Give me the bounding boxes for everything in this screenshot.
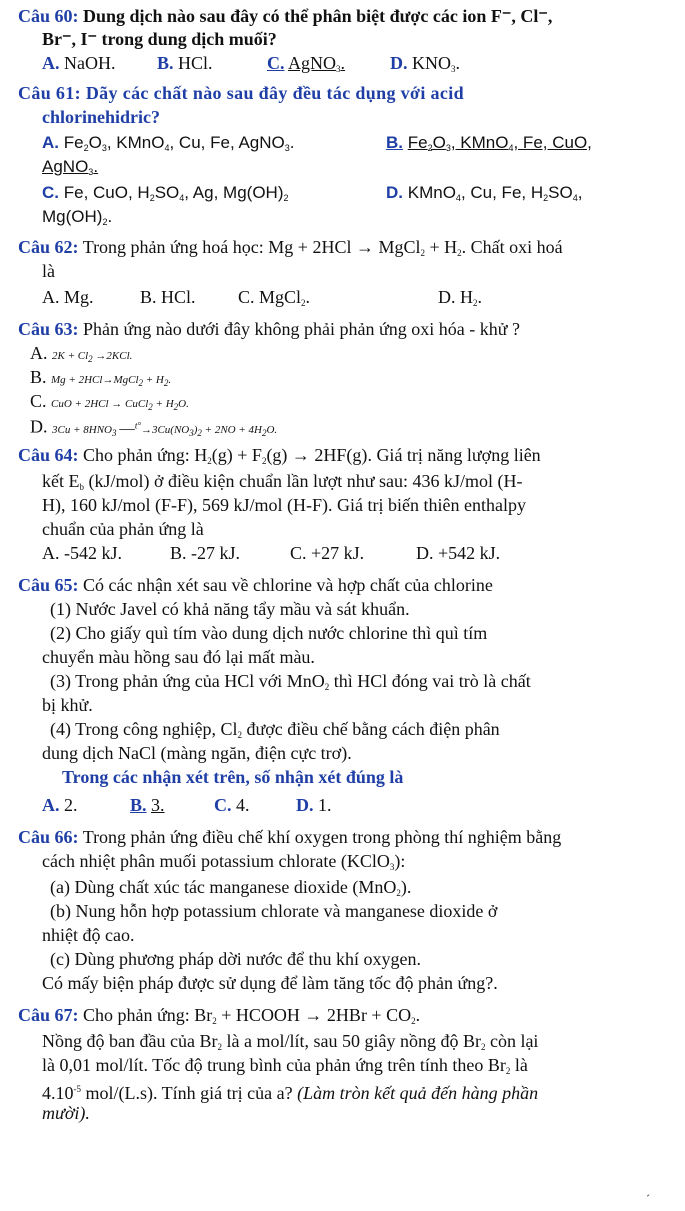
statement-2-cont: chuyển màu hồng sau đó lại mất màu. [42, 647, 315, 667]
q67-line5: mười). [42, 1103, 90, 1123]
exam-page: Câu 60: Dung dịch nào sau đây có thể phân biệt được các ion F⁻, Cl⁻, Br⁻, I⁻ trong dung dịch muối? A. NaOH. B. HCl. C. AgNO$_3$. D. $KNO_3$. Câu 61: Dãy các chất nào sau đây đều tác dụng với acid chlorinehidric? A. $Fe_2O_3$, KMnO$_4$, Cu, Fe, AgNO$_3$. B. $Fe_2O_3$, KMnO$_4$, Fe, CuO, AgNO$_3$. C. Fe, CuO, $H_2SO_4$, Ag, $Mg(OH)_2$ D. KMnO$_4$, Cu, Fe, $H_2SO_4$, $Mg(OH)_2$. Câu 62: Trong phản ứng hoá học: Mg + 2HCl → MgCl$_2$ + $H_2$. Chất oxi hoá là A. Mg. B. HCl. C. MgCl$_2$. D. $H_2$. Câu 63: Phản ứng nào dưới đây không phải phản ứng oxi hóa - khử ? A. $2K + Cl_2 \to 2KCl$. B. Mg + 2HCl→MgCl$_2$ + $H_2$. C. CuO + 2HCl → CuCl$_2$ + $H_2O$. D. $3Cu + 8HNO_3$ $──^{t^\circ}\to 3Cu(NO_3)_2 + 2NO + 4H_2O$. Câu 64: Cho phản ứng: $H_2(g) + F_2(g) \to 2HF(g)$. Giá trị năng lượng liên kết $E_b$ (kJ/mol) ở điều kiện chuẩn lần lượt như sau: 436 kJ/mol (H- H), 160 kJ/mol (F-F), 569 kJ/mol (H-F). Giá trị biến thiên enthalpy chuẩn của phản ứng là A. -542 kJ. B. -27 kJ. C. +27 kJ. D. +542 kJ. Câu 65: Có các nhận xét sau về chlorine và hợp chất của chlorine (1) Nước Javel có khả năng tẩy mầu và sát khuẩn. (2) Cho giấy quì tím vào dung dịch nước chlorine thì quì tím chuyển màu hồng sau đó lại mất màu. (3) Trong phản ứng của HCl với MnO$_2$ thì HCl đóng vai trò là chất bị khử. (4) Trong công nghiệp, $Cl_2$ được điều chế bằng cách điện phân dung dịch NaCl (màng ngăn, điện cực trơ). Trong các nhận xét trên, số nhận xét đúng là A. 2. B. 3. C. 4. D. 1. Câu 66: Trong phản ứng điều chế khí oxygen trong phòng thí nghiệm bằng cách nhiệt phân muối potassium chlorate (KClO$_3$): (a) Dùng chất xúc tác manganese dioxide (MnO$_2$). (b) Nung hỗn hợp potassium chlorate và manganese dioxide ở nhiệt độ cao. (c) Dùng phương pháp dời nước để thu khí oxygen. Có mấy biện pháp được sử dụng để làm tăng tốc độ phản ứng?. Câu 67: Cho phản ứng: $Br_2$ + HCOOH → $2HBr + CO_2$. Nồng độ ban đầu của $Br_2$ là a mol/lít, sau 50 giây nồng độ $Br_2$ còn lại là 0,01 mol/lít. Tốc độ trung bình của phản ứng trên tính theo $Br_2$ là $4.10^{-5}$ mol/(L.s). Tính giá trị của a? (Làm tròn kết quả đến hàng phần mười). ´ [18, 6, 650, 1206]
question-text: Có các nhận xét sau về chlorine và hợp chất của chlorine [83, 575, 493, 595]
q66-stem [18, 826, 561, 848]
option-d: KMnO$_4$, Cu, Fe, $H_2SO_4$, [407, 183, 583, 203]
q67-line4: $4.10^{-5}$ mol/(L.s). Tính giá trị của a? (Làm tròn kết quả đến hàng phần [42, 1083, 539, 1103]
q60-stem: Câu 60: Dung dịch nào sau đây có thể phân biệt được các ion F⁻, Cl⁻, [18, 6, 553, 26]
option-c-correct: AgNO$_3$. [288, 53, 346, 74]
q66-stem-2: cách nhiệt phân muối potassium chlorate (KClO$_3$): [42, 851, 406, 872]
q63-option-b: B. Mg + 2HCl→MgCl$_2$ + $H_2$. [30, 367, 172, 388]
option-b-correct: $Fe_2O_3$, KMnO$_4$, Fe, CuO, [407, 133, 592, 153]
option-a: -542 kJ. [64, 543, 122, 563]
q63-stem [18, 318, 520, 340]
option-a: $Fe_2O_3$, KMnO$_4$, Cu, Fe, AgNO$_3$. [63, 133, 295, 153]
question-text: Trong phản ứng điều chế khí oxygen trong phòng thí nghiệm bằng [82, 827, 562, 847]
q60-stem-2: Br⁻, I⁻ trong dung dịch muối? [42, 29, 277, 49]
question-label: Câu 65: [18, 575, 79, 595]
q63-option-c: C. CuO + 2HCl → CuCl$_2$ + $H_2O$. [30, 391, 189, 412]
q64-line2: kết $E_b$ (kJ/mol) ở điều kiện chuẩn lần lượt như sau: 436 kJ/mol (H- [42, 471, 523, 492]
reaction-equation: $H_2(g) + F_2(g) \to 2HF(g)$ [194, 445, 368, 466]
option-b-correct: 3. [151, 795, 165, 815]
statement-4-cont: dung dịch NaCl (màng ngăn, điện cực trơ). [42, 743, 352, 763]
question-label: Câu 64: [18, 445, 79, 465]
q62-stem-2: là [42, 261, 55, 281]
q61-stem-2: chlorinehidric? [42, 107, 160, 127]
reaction-equation: $Br_2$ + HCOOH → $2HBr + CO_2$. [194, 1005, 421, 1026]
question-label: Câu 63: [18, 319, 79, 339]
q64-line3: H), 160 kJ/mol (F-F), 569 kJ/mol (H-F). Giá trị biến thiên enthalpy [42, 495, 526, 515]
question-text: Phản ứng nào dưới đây không phải phản ứng oxi hóa - khử ? [83, 319, 520, 339]
q63-option-d: D. $3Cu + 8HNO_3$ $──^{t^\circ}\to 3Cu(NO_3)_2 + 2NO + 4H_2O$. [30, 416, 278, 438]
question-text: Dãy các chất nào sau đây đều tác dụng với acid [85, 83, 464, 103]
option-c: 4. [236, 795, 250, 815]
option-d: 1. [318, 795, 332, 815]
option-c: +27 kJ. [311, 543, 365, 563]
question-text: Trong phản ứng hoá học: [82, 237, 264, 257]
statement-4: (4) Trong công nghiệp, $Cl_2$ được điều chế bằng cách điện phân [50, 719, 500, 740]
option-b: HCl. [161, 287, 196, 307]
measure-b-cont: nhiệt độ cao. [42, 925, 135, 945]
q63-option-a: A. $2K + Cl_2 \to 2KCl$. [30, 343, 133, 364]
q64-stem: Câu 64: Cho phản ứng: $H_2(g) + F_2(g) \to 2HF(g)$. Giá trị năng lượng liên [18, 445, 541, 466]
question-label: Câu 66: [18, 827, 79, 847]
option-d: $KNO_3$. [412, 53, 460, 74]
option-d: $H_2$. [460, 287, 482, 308]
option-d-cont: $Mg(OH)_2$. [42, 207, 113, 227]
option-a: 2. [64, 795, 78, 815]
reaction-equation: Mg + 2HCl → MgCl$_2$ + $H_2$ [268, 237, 462, 258]
measure-c: (c) Dùng phương pháp dời nước để thu khí oxygen. [50, 949, 422, 969]
statement-2: (2) Cho giấy quì tím vào dung dịch nước chlorine thì quì tím [50, 623, 488, 643]
measure-b: (b) Nung hỗn hợp potassium chlorate và manganese dioxide ở [50, 901, 498, 921]
q64-line4: chuẩn của phản ứng là [42, 519, 204, 539]
measure-a: (a) Dùng chất xúc tác manganese dioxide (MnO$_2$). [50, 877, 412, 898]
option-b: HCl. [178, 53, 213, 73]
option-a: Mg. [64, 287, 94, 307]
q65-question: Trong các nhận xét trên, số nhận xét đúng là [62, 767, 404, 787]
question-label: Câu 67: [18, 1005, 79, 1025]
q61-stem [18, 82, 464, 104]
q67-stem: Câu 67: Cho phản ứng: $Br_2$ + HCOOH → $2HBr + CO_2$. [18, 1005, 421, 1026]
option-b: -27 kJ. [191, 543, 241, 563]
q66-question: Có mấy biện pháp được sử dụng để làm tăng tốc độ phản ứng?. [42, 973, 498, 993]
q62-stem: Câu 62: Trong phản ứng hoá học: Mg + 2HCl → MgCl$_2$ + $H_2$. Chất oxi hoá [18, 237, 563, 258]
option-a: NaOH. [64, 53, 116, 73]
statement-3-cont: bị khử. [42, 695, 93, 715]
option-b-cont: AgNO$_3$. [42, 157, 99, 177]
statement-1: (1) Nước Javel có khả năng tẩy mầu và sát khuẩn. [50, 599, 410, 619]
option-d: +542 kJ. [438, 543, 501, 563]
q67-line3: là 0,01 mol/lít. Tốc độ trung bình của phản ứng trên tính theo $Br_2$ là [42, 1055, 528, 1076]
q67-line2: Nồng độ ban đầu của $Br_2$ là a mol/lít, sau 50 giây nồng độ $Br_2$ còn lại [42, 1031, 539, 1052]
question-text: Dung dịch nào sau đây có thể phân biệt được các ion F [83, 6, 502, 26]
question-label: Câu 62: [18, 237, 79, 257]
question-label: Câu 61: [18, 83, 81, 103]
question-label: Câu 60: [18, 6, 79, 26]
statement-3: (3) Trong phản ứng của HCl với MnO$_2$ thì HCl đóng vai trò là chất [50, 671, 531, 692]
page-corner-mark: ´ [646, 1192, 650, 1206]
q65-stem [18, 574, 493, 596]
option-c: Fe, CuO, $H_2SO_4$, Ag, $Mg(OH)_2$ [63, 183, 289, 203]
option-c: MgCl$_2$. [259, 287, 311, 308]
